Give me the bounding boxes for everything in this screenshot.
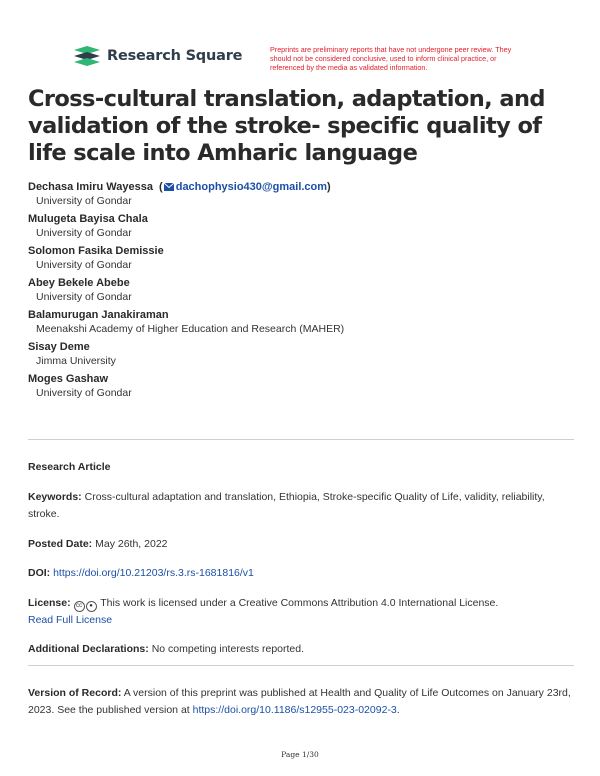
divider [28, 665, 574, 666]
author-affiliation: Meenakshi Academy of Higher Education and Research (MAHER) [36, 323, 345, 335]
author-name: Mulugeta Bayisa Chala [28, 213, 148, 225]
author-affiliation: University of Gondar [36, 291, 132, 303]
author-affiliation: University of Gondar [36, 227, 132, 239]
logo-text: Research Square [107, 48, 243, 64]
posted-date: Posted Date: May 26th, 2022 [28, 538, 168, 550]
preprint-disclaimer: Preprints are preliminary reports that have not undergone peer review. They should not be considered conclusive, used to inform clinical practice, or referenced by the media as validated information. [270, 45, 512, 72]
author-affiliation: Jimma University [36, 355, 116, 367]
cc-icon: cc [74, 601, 85, 612]
author-name: Balamurugan Janakiraman [28, 309, 169, 321]
author-name: Sisay Deme [28, 341, 90, 353]
article-type: Research Article [28, 461, 111, 473]
research-square-logo[interactable] [74, 46, 242, 66]
doi: DOI: https://doi.org/10.21203/rs.3.rs-1681816/v1 [28, 567, 254, 579]
author-name: Dechasa Imiru Wayessa ( dachophysio430@gmail.com) [28, 181, 331, 193]
author-name: Solomon Fasika Demissie [28, 245, 164, 257]
divider [28, 439, 574, 440]
envelope-icon [164, 183, 174, 191]
published-version-link[interactable]: https://doi.org/10.1186/s12955-023-02092-3 [192, 704, 397, 716]
research-square-logo-icon [74, 46, 100, 66]
author-affiliation: University of Gondar [36, 259, 132, 271]
read-full-license-link[interactable]: Read Full License [28, 614, 113, 626]
page-header [0, 0, 600, 80]
license: License: cc ● This work is licensed under a Creative Commons Attribution 4.0 International License. Read Full License [28, 597, 499, 626]
version-of-record: Version of Record: A version of this preprint was published at Health and Quality of Life Outcomes on January 23rd, 2023. See the published version at https://doi.org/10.1186/s12955-023-02092-3. [28, 687, 571, 716]
additional-declarations: Additional Declarations: No competing interests reported. [28, 643, 305, 655]
author-email-link[interactable]: dachophysio430@gmail.com [175, 181, 328, 193]
author-list [28, 181, 576, 405]
author-name: Moges Gashaw [28, 373, 109, 385]
page-number: Page 1/30 [281, 750, 319, 759]
keywords: Keywords: Cross-cultural adaptation and translation, Ethiopia, Stroke-specific Quality of Life, validity, reliability, stroke. [28, 491, 545, 520]
paper-title: Cross-cultural translation, adaptation, and validation of the stroke- specific quality of life scale into Amharic language [28, 86, 545, 166]
author-affiliation: University of Gondar [36, 387, 132, 399]
author-name: Abey Bekele Abebe [28, 277, 130, 289]
by-icon: ● [86, 601, 97, 612]
doi-link[interactable]: https://doi.org/10.21203/rs.3.rs-1681816/v1 [53, 567, 254, 579]
author-affiliation: University of Gondar [36, 195, 132, 207]
